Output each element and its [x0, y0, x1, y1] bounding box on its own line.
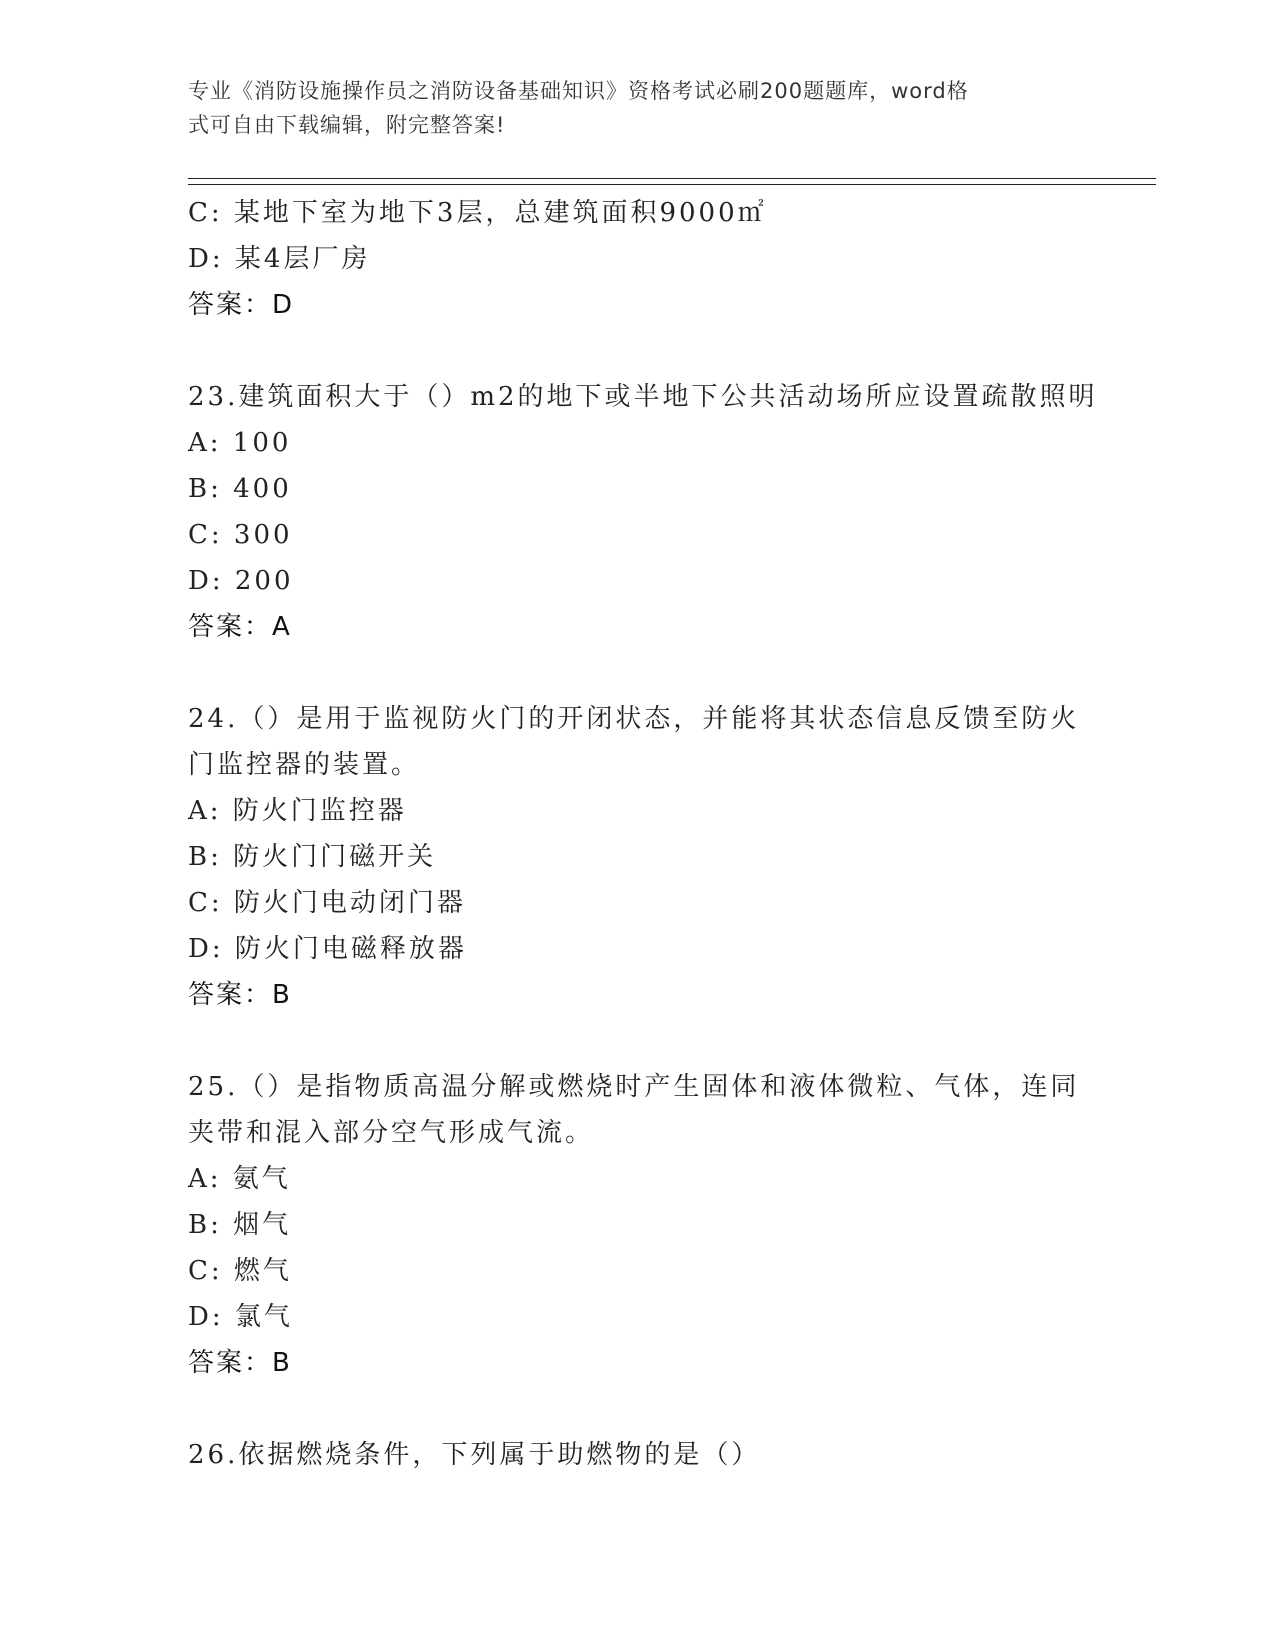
option-b: B: 烟气 — [188, 1210, 292, 1240]
question-26 — [188, 1432, 1088, 1478]
question-23 — [188, 374, 1098, 650]
question-stem: 25.（）是指物质高温分解或燃烧时产生固体和液体微粒、气体，连同 — [188, 1072, 1080, 1102]
option-a: A: 氨气 — [188, 1164, 291, 1194]
question-stem: 24.（）是用于监视防火门的开闭状态，并能将其状态信息反馈至防火 — [188, 704, 1080, 734]
option-d: D: 氯气 — [188, 1302, 293, 1332]
question-24 — [188, 696, 1088, 1018]
option-b: B: 防火门门磁开关 — [188, 842, 437, 872]
question-stem-continued: 门监控器的装置。 — [188, 750, 421, 780]
option-c: C: 燃气 — [188, 1256, 292, 1286]
spacer — [188, 650, 1088, 696]
answer-line: 答案：B — [188, 1348, 292, 1378]
option-d: D: 某4层厂房 — [188, 244, 371, 274]
spacer — [188, 328, 1088, 374]
spacer — [188, 1018, 1088, 1064]
question-25 — [188, 1064, 1088, 1386]
answer-line: 答案：A — [188, 612, 292, 642]
question-stem: 26.依据燃烧条件，下列属于助燃物的是（） — [188, 1440, 761, 1470]
header-divider-bottom — [188, 184, 1156, 185]
header-line-1: 专业《消防设施操作员之消防设备基础知识》资格考试必刷200题题库，word格 — [188, 79, 969, 103]
option-d: D: 防火门电磁释放器 — [188, 934, 467, 964]
option-b: B: 400 — [188, 474, 292, 504]
option-a: A: 防火门监控器 — [188, 796, 407, 826]
option-a: A: 100 — [188, 428, 292, 458]
document-body — [188, 190, 1098, 1478]
question-stem-continued: 夹带和混入部分空气形成气流。 — [188, 1118, 595, 1148]
question-22-continued — [188, 190, 1088, 328]
option-c: C: 某地下室为地下3层，总建筑面积9000㎡ — [188, 198, 767, 228]
answer-line: 答案：B — [188, 980, 292, 1010]
answer-line: 答案：D — [188, 290, 295, 320]
option-c: C: 300 — [188, 520, 293, 550]
header-line-2: 式可自由下载编辑，附完整答案! — [188, 113, 506, 137]
option-d: D: 200 — [188, 566, 294, 596]
question-stem: 23.建筑面积大于（）m2的地下或半地下公共活动场所应设置疏散照明 — [188, 382, 1098, 412]
spacer — [188, 1386, 1088, 1432]
option-c: C: 防火门电动闭门器 — [188, 888, 466, 918]
header-divider-top — [188, 178, 1156, 179]
document-header — [188, 74, 1088, 142]
